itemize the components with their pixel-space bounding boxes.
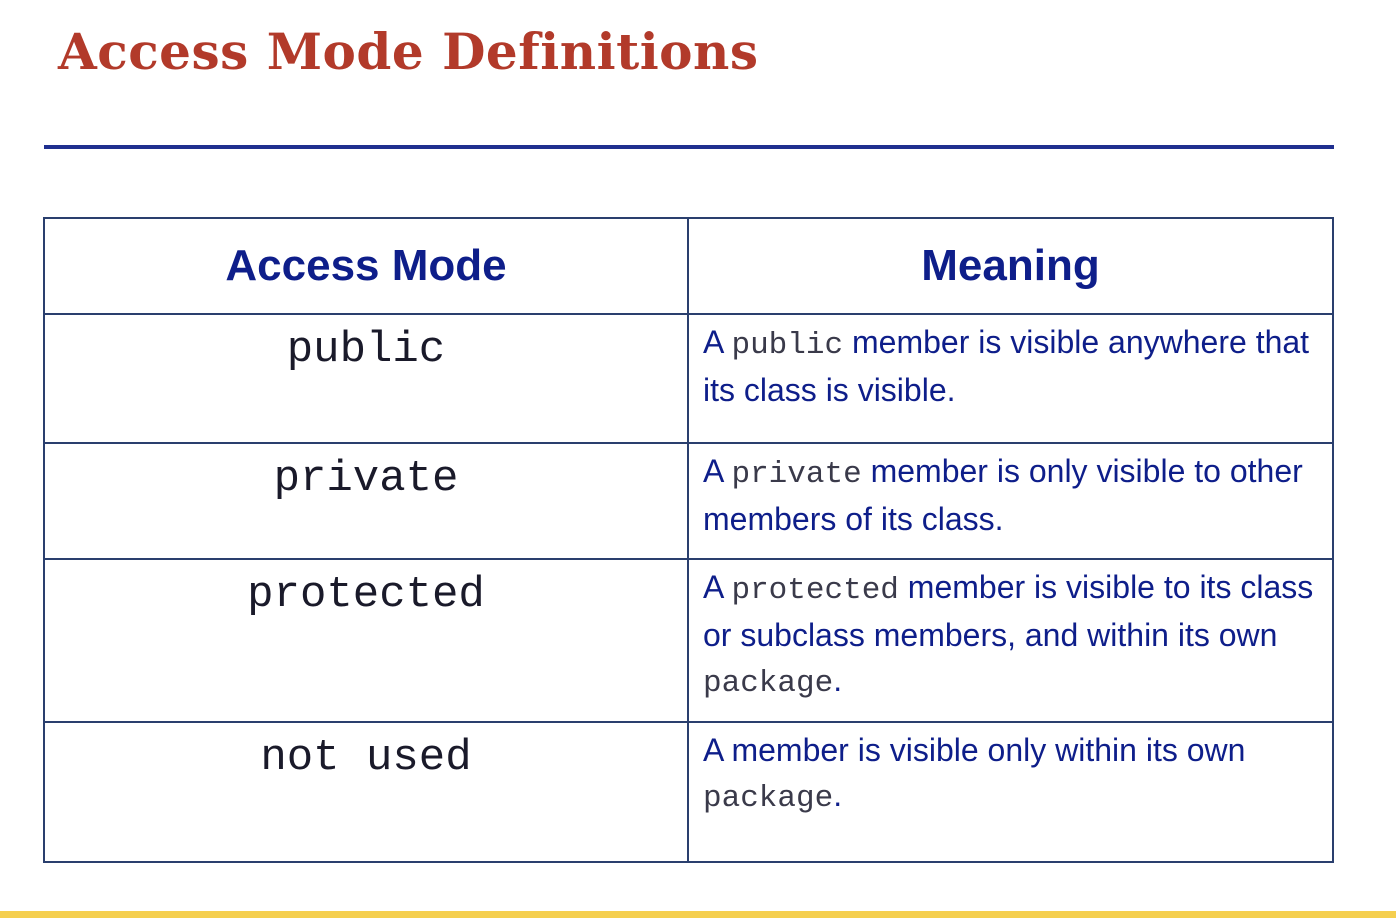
meaning-text: A <box>703 324 732 360</box>
table-header-row <box>44 218 1333 314</box>
header-meaning: Meaning <box>688 218 1333 314</box>
meaning-cell <box>688 443 1333 559</box>
meaning-code: protected <box>731 573 899 608</box>
mode-cell: protected <box>44 559 688 722</box>
meaning-code: private <box>731 457 862 492</box>
meaning-text: A member is visible only within its own <box>703 732 1246 768</box>
meaning-text: member is visible anywhere that its class is visible. <box>703 324 1310 408</box>
header-access-mode: Access Mode <box>44 218 688 314</box>
title-divider <box>44 145 1334 149</box>
access-mode-table <box>43 217 1334 863</box>
mode-cell: private <box>44 443 688 559</box>
meaning-code: package <box>703 666 834 701</box>
mode-cell: not used <box>44 722 688 862</box>
table-row <box>44 443 1333 559</box>
meaning-cell <box>688 722 1333 862</box>
meaning-text: member is visible to its class or subclass members, and within its own <box>703 569 1314 653</box>
meaning-text: A <box>703 453 732 489</box>
meaning-text: . <box>833 777 843 813</box>
table-row <box>44 559 1333 722</box>
mode-cell: public <box>44 314 688 443</box>
footer-accent-bar <box>0 911 1396 918</box>
meaning-cell <box>688 314 1333 443</box>
table-row <box>44 722 1333 862</box>
meaning-text: member is only visible to other members of its class. <box>703 453 1303 537</box>
meaning-code: package <box>703 781 834 816</box>
slide-title: Access Mode Definitions <box>58 22 759 81</box>
meaning-cell <box>688 559 1333 722</box>
table-row <box>44 314 1333 443</box>
meaning-code: public <box>731 328 844 363</box>
meaning-text: A <box>703 569 732 605</box>
meaning-text: . <box>833 662 843 698</box>
